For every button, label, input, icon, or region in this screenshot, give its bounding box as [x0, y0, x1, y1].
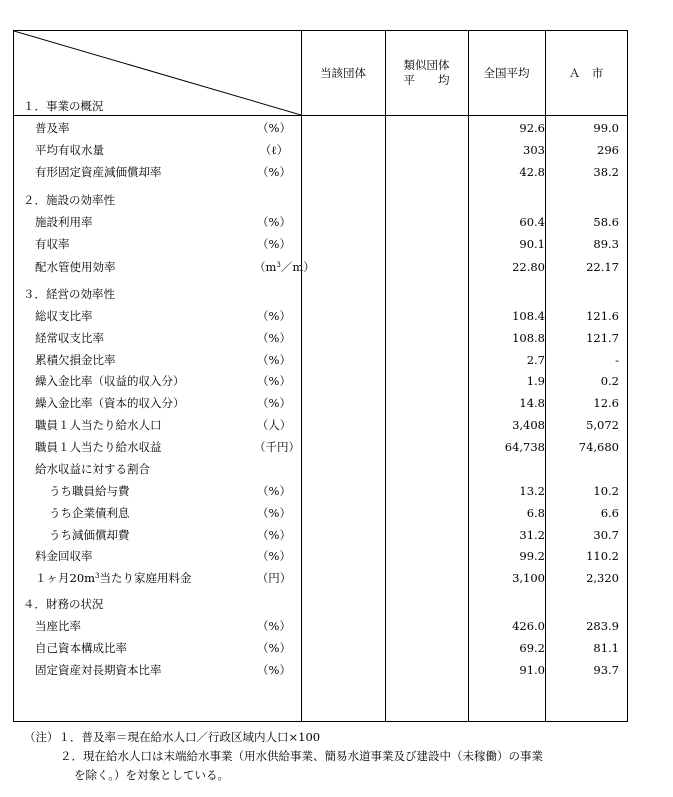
row-label: 有収率: [35, 237, 70, 251]
national-average-value: 13.2: [519, 484, 545, 498]
row-label: 総収支比率: [35, 309, 93, 323]
header-own-entity: 当該団体: [320, 65, 366, 80]
row-unit: （ℓ）: [259, 143, 289, 157]
city-a-value: 22.17: [586, 260, 619, 274]
table-row: [14, 661, 627, 679]
national-average-value: 90.1: [519, 237, 545, 251]
city-a-value: 38.2: [593, 165, 619, 179]
table-row: [14, 526, 627, 544]
table-row: [14, 307, 627, 325]
national-average-value: 426.0: [512, 619, 545, 633]
row-unit: （%）: [257, 374, 291, 388]
section-row: [14, 191, 627, 209]
row-unit: （%）: [257, 396, 291, 410]
table-row: [14, 460, 627, 478]
city-a-value: 121.7: [586, 331, 619, 345]
table-row: [14, 639, 627, 657]
row-label: 職員１人当たり給水人口: [35, 418, 162, 432]
city-a-value: 0.2: [600, 374, 619, 388]
national-average-value: 69.2: [519, 641, 545, 655]
city-a-value: 74,680: [578, 440, 619, 454]
text-part: （m: [254, 260, 277, 274]
text-part: 当たり家庭用料金: [99, 571, 192, 585]
header-national-average: 全国平均: [483, 65, 530, 80]
section-heading: １．事業の概況: [23, 99, 104, 113]
row-unit: （円）: [256, 571, 292, 585]
row-label: うち減価償却費: [49, 528, 130, 542]
row-label: 平均有収水量: [35, 143, 104, 157]
row-unit: （%）: [257, 121, 291, 135]
row-label: 施設利用率: [35, 215, 93, 229]
row-unit: （%）: [257, 215, 291, 229]
row-label: 料金回収率: [35, 549, 93, 563]
national-average-value: 42.8: [519, 165, 545, 179]
table-row: [14, 504, 627, 522]
national-average-value: 64,738: [504, 440, 545, 454]
row-unit: （%）: [257, 331, 291, 345]
city-a-value: 121.6: [586, 309, 619, 323]
national-average-value: 3,408: [512, 418, 545, 432]
row-unit: （%）: [257, 663, 291, 677]
national-average-value: 108.8: [512, 331, 545, 345]
table-row: [14, 235, 627, 253]
note-1: （注）１．普及率＝現在給水人口／行政区域内人口×100: [24, 730, 321, 744]
national-average-value: 3,100: [512, 571, 545, 585]
city-a-value: 12.6: [593, 396, 619, 410]
city-a-value: -: [615, 353, 619, 367]
city-a-value: 2,320: [586, 571, 619, 585]
row-unit: （%）: [257, 353, 291, 367]
table-row: [14, 547, 627, 565]
row-unit: （%）: [257, 165, 291, 179]
table-row: [14, 394, 627, 412]
section-row: [14, 97, 627, 115]
table-row: [14, 213, 627, 231]
header-divider: [14, 115, 627, 116]
table-row: [14, 372, 627, 390]
footnotes: [24, 728, 543, 785]
row-unit: （%）: [257, 506, 291, 520]
header-similar-average: 類似団体 平 均: [403, 58, 450, 87]
national-average-value: 2.7: [526, 353, 545, 367]
city-a-value: 283.9: [586, 619, 619, 633]
row-label: うち企業債利息: [49, 506, 130, 520]
row-unit: （%）: [257, 528, 291, 542]
row-unit: （%）: [257, 309, 291, 323]
row-label: 有形固定資産減価償却率: [35, 165, 162, 179]
row-unit: （%）: [257, 641, 291, 655]
row-label: 職員１人当たり給水収益: [35, 440, 162, 454]
row-unit: [254, 258, 315, 276]
table-row: [14, 351, 627, 369]
row-label: 普及率: [35, 121, 70, 135]
table-row: [14, 438, 627, 456]
row-label: 繰入金比率（収益的収入分）: [35, 374, 185, 388]
table-row: [14, 482, 627, 500]
city-a-value: 30.7: [593, 528, 619, 542]
row-label: 給水収益に対する割合: [35, 462, 150, 476]
text-part: ／m）: [280, 260, 315, 274]
note-2: ２．現在給水人口は末端給水事業（用水供給事業、簡易水道事業及び建設中（未稼働）の事業: [60, 749, 543, 763]
national-average-value: 14.8: [519, 396, 545, 410]
table-row: [14, 141, 627, 159]
row-unit: （%）: [257, 237, 291, 251]
header-city-a: Ａ 市: [568, 65, 604, 80]
indicator-table: [13, 30, 628, 722]
row-label: 固定資産対長期資本比率: [35, 663, 162, 677]
row-unit: （%）: [257, 619, 291, 633]
national-average-value: 60.4: [519, 215, 545, 229]
city-a-value: 110.2: [586, 549, 619, 563]
row-label: 当座比率: [35, 619, 81, 633]
city-a-value: 58.6: [593, 215, 619, 229]
city-a-value: 10.2: [593, 484, 619, 498]
row-label: 配水管使用効率: [35, 260, 116, 274]
national-average-value: 91.0: [519, 663, 545, 677]
table-row: [14, 258, 627, 276]
superscript: 3: [276, 261, 281, 269]
city-a-value: 6.6: [600, 506, 619, 520]
table-row: [14, 163, 627, 181]
section-heading: ２．施設の効率性: [23, 193, 115, 207]
section-row: [14, 285, 627, 303]
table-row: [14, 569, 627, 587]
text-part: １ヶ月20m: [35, 571, 96, 585]
city-a-value: 89.3: [593, 237, 619, 251]
row-label: うち職員給与費: [49, 484, 130, 498]
table-row: [14, 119, 627, 137]
national-average-value: 303: [523, 143, 545, 157]
row-unit: （人）: [256, 418, 292, 432]
national-average-value: 99.2: [519, 549, 545, 563]
city-a-value: 81.1: [593, 641, 619, 655]
note-3: を除く。）を対象としている。: [74, 768, 230, 782]
city-a-value: 296: [597, 143, 619, 157]
section-row: [14, 595, 627, 613]
city-a-value: 99.0: [593, 121, 619, 135]
row-label: 累積欠損金比率: [35, 353, 116, 367]
superscript: 3: [95, 572, 100, 580]
national-average-value: 31.2: [519, 528, 545, 542]
national-average-value: 108.4: [512, 309, 545, 323]
city-a-value: 5,072: [586, 418, 619, 432]
row-unit: （%）: [257, 484, 291, 498]
section-heading: ４．財務の状況: [23, 597, 104, 611]
national-average-value: 22.80: [512, 260, 545, 274]
city-a-value: 93.7: [593, 663, 619, 677]
national-average-value: 92.6: [519, 121, 545, 135]
table-row: [14, 617, 627, 635]
row-unit: （%）: [257, 549, 291, 563]
row-unit: （千円）: [254, 440, 300, 454]
row-label: 自己資本構成比率: [35, 641, 127, 655]
table-row: [14, 329, 627, 347]
section-heading: ３．経営の効率性: [23, 287, 115, 301]
row-label: [35, 569, 192, 587]
table-row: [14, 416, 627, 434]
national-average-value: 1.9: [526, 374, 545, 388]
row-label: 繰入金比率（資本的収入分）: [35, 396, 185, 410]
row-label: 経常収支比率: [35, 331, 104, 345]
national-average-value: 6.8: [526, 506, 545, 520]
